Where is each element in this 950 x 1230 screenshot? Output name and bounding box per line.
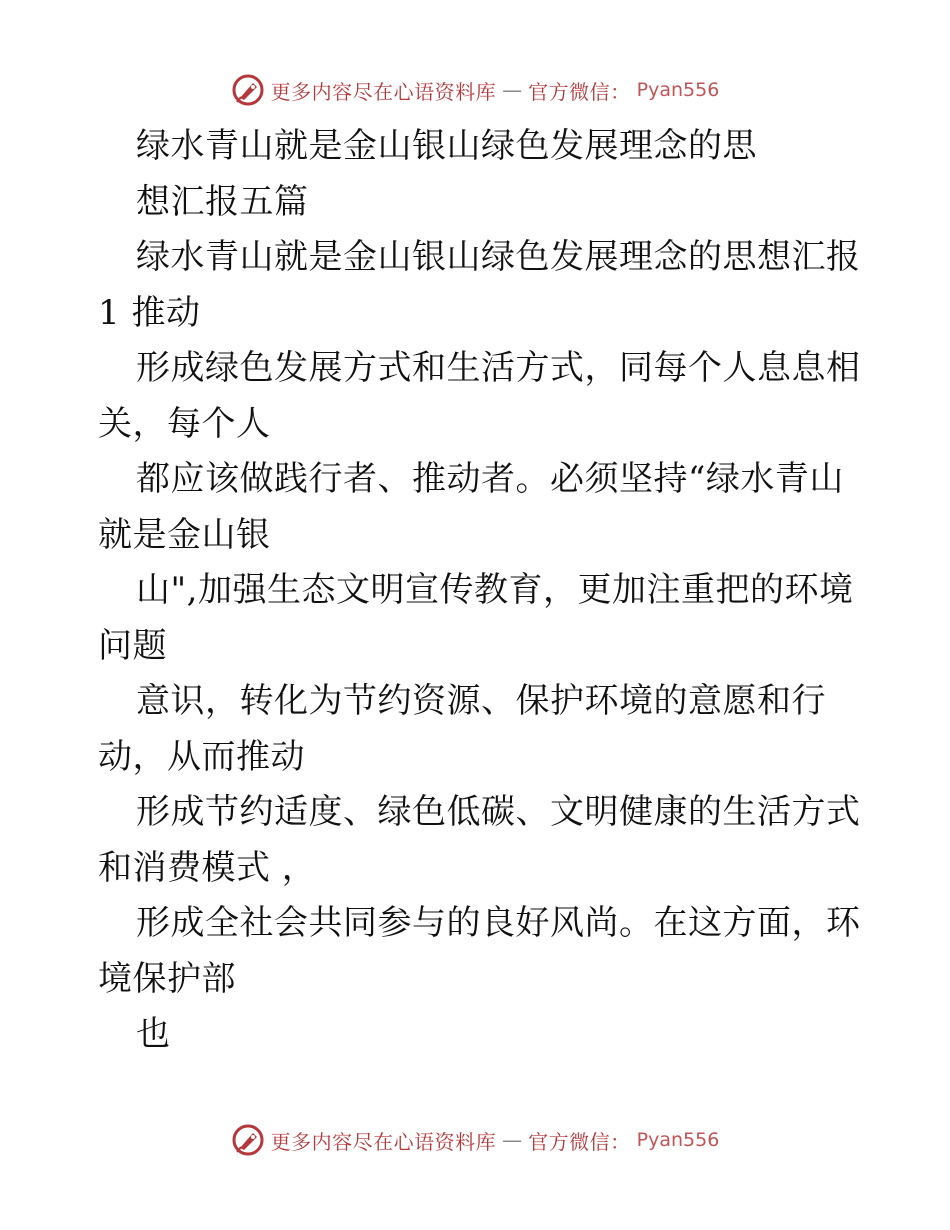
- footer-wechat-id: Pyan556: [636, 1129, 720, 1151]
- document-body: [98, 119, 861, 1063]
- footer-brand-text: 更多内容尽在心语资料库: [270, 1129, 497, 1154]
- paragraph-line: 形成全社会共同参与的良好风尚。在这方面，环: [136, 903, 861, 943]
- footer-banner-content: [231, 1123, 720, 1157]
- header-wechat-id: Pyan556: [636, 79, 720, 101]
- paragraph-line: 绿水青山就是金山银山绿色发展理念的思想汇报: [136, 237, 861, 277]
- pen-nib-logo-icon: [231, 73, 265, 107]
- header-banner: [0, 68, 950, 112]
- paragraph-line: 境保护部: [98, 958, 236, 999]
- paragraph-line: 形成节约适度、绿色低碳、文明健康的生活方式: [136, 792, 861, 832]
- paragraph-line: 意识，转化为节约资源、保护环境的意愿和行: [136, 681, 826, 721]
- header-separator: —: [502, 78, 523, 102]
- document-title-line-2: 想汇报五篇: [136, 181, 309, 222]
- paragraph-line: 也: [136, 1014, 171, 1054]
- header-banner-content: [231, 73, 720, 107]
- paragraph-line: 关，每个人: [98, 403, 271, 444]
- footer-banner: [0, 1118, 950, 1162]
- paragraph-line: 山",加强生态文明宣传教育，更加注重把的环境: [136, 570, 854, 610]
- pen-nib-logo-icon: [231, 1123, 265, 1157]
- paragraph-line: 形成绿色发展方式和生活方式，同每个人息息相: [136, 348, 861, 388]
- footer-wechat-label: 官方微信：: [528, 1129, 631, 1154]
- paragraph-line: 都应该做践行者、推动者。必须坚持“绿水青山: [136, 459, 844, 499]
- footer-separator: —: [502, 1128, 523, 1152]
- paragraph-line: 1 推动: [98, 292, 201, 333]
- paragraph-line: 动，从而推动: [98, 736, 305, 777]
- paragraph-line: 问题: [98, 625, 167, 666]
- header-wechat-label: 官方微信：: [528, 79, 631, 104]
- header-brand-text: 更多内容尽在心语资料库: [270, 79, 497, 104]
- paragraph-line: 就是金山银: [98, 514, 271, 555]
- paragraph-line: 和消费模式 ，: [98, 847, 317, 888]
- document-title-line-1: 绿水青山就是金山银山绿色发展理念的思: [136, 126, 757, 166]
